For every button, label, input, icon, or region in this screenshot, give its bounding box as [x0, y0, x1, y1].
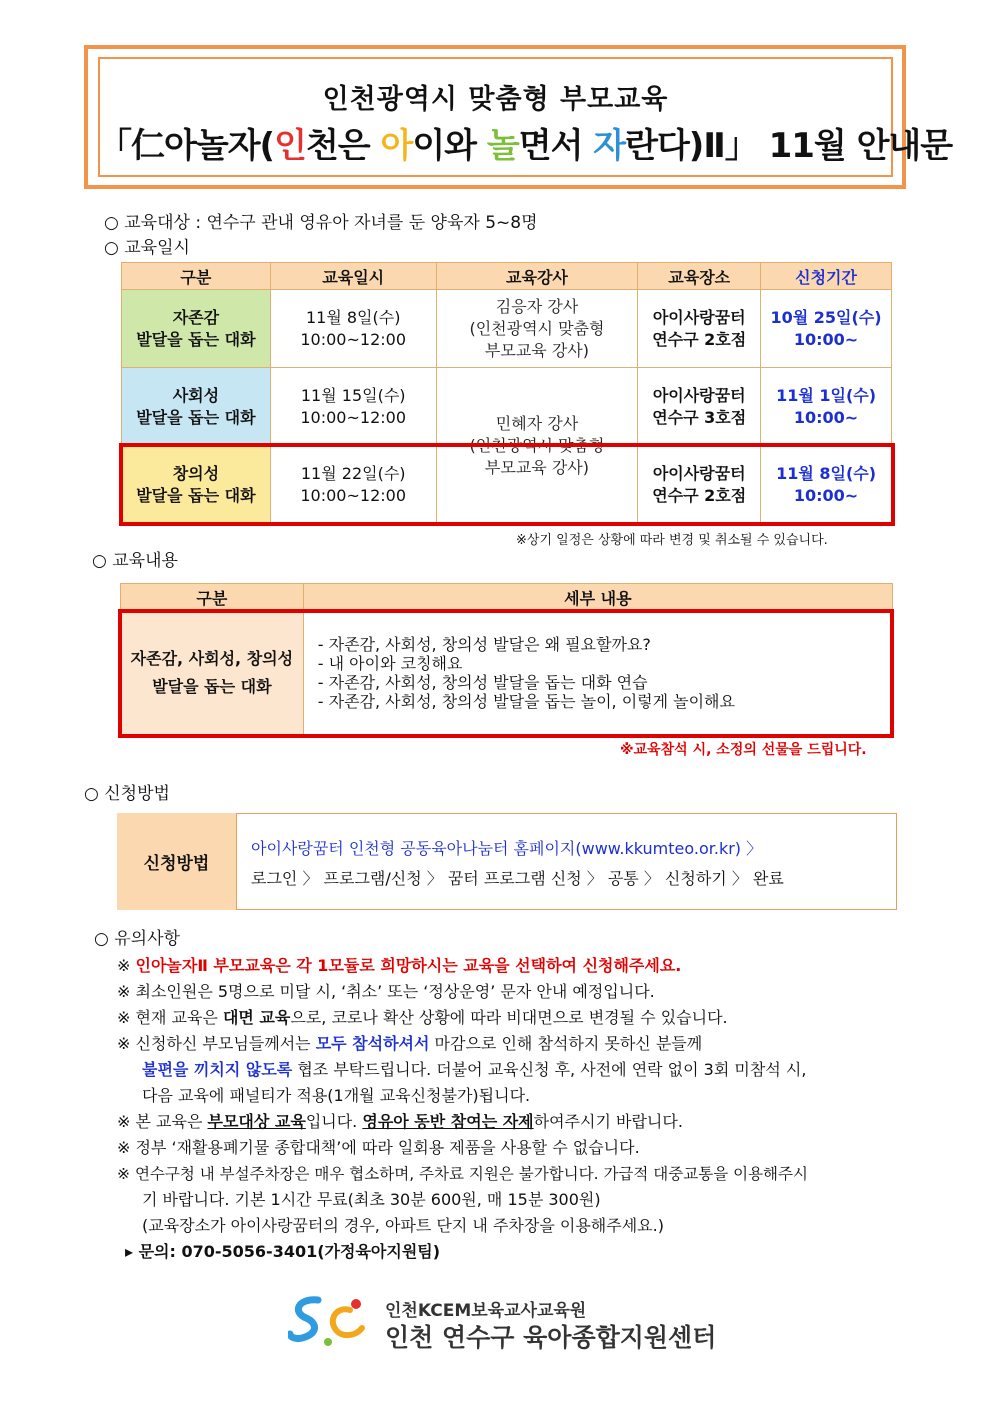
target-line: ○ 교육대상 : 연수구 관내 영유아 자녀를 둔 양육자 5~8명: [104, 213, 538, 233]
note-5: ※ 본 교육은 부모대상 교육입니다. 영유아 동반 참여는 자제하여주시기 바랍니다.: [117, 1112, 683, 1131]
instructor-cell-1: 김응자 강사 (인천광역시 맞춤형 부모교육 강사): [436, 290, 638, 368]
row-date: 11월 22일(수) 10:00~12:00: [270, 446, 436, 524]
row-apply-period: 11월 1일(수) 10:00~: [761, 368, 892, 446]
schedule-heading: ○ 교육일시: [104, 238, 190, 258]
footer-org2: 인천 연수구 육아종합지원센터: [385, 1323, 717, 1352]
col-header-category: 구분: [122, 263, 271, 290]
apply-heading: ○ 신청방법: [84, 784, 170, 804]
row-place: 아이사랑꿈터 연수구 3호점: [638, 368, 761, 446]
footer-org1: 인천KCEM보육교사교육원: [385, 1301, 587, 1321]
col-header-instructor: 교육강사: [436, 263, 638, 290]
schedule-note: ※상기 일정은 상황에 따라 변경 및 취소될 수 있습니다.: [516, 533, 828, 548]
note-6: ※ 정부 ‘재활용폐기물 종합대책’에 따라 일회용 제품을 사용할 수 없습니다.: [117, 1138, 640, 1157]
note-4-cont: 불편을 끼치지 않도록 협조 부탁드립니다. 더불어 교육신청 후, 사전에 연락 없이 3회 미참석 시,: [142, 1060, 807, 1079]
row-label: 사회성 발달을 돕는 대화: [122, 368, 271, 446]
contact-line: ▸ 문의: 070-5056-3401(가정육아지원팀): [125, 1242, 441, 1261]
highlight-box-content: [118, 609, 894, 738]
title-line2: 「仁아놀자(인천은 아이와 놀면서 자란다)Ⅱ」 11월 안내문: [98, 126, 953, 166]
table-row: [122, 290, 892, 368]
col-header-category: 구분: [121, 584, 304, 611]
content-heading: ○ 교육내용: [92, 551, 178, 571]
note-4: ※ 신청하신 부모님들께서는 모두 참석하셔서 마감으로 인해 참석하지 못하신 분들께: [117, 1034, 703, 1053]
title-line1: 인천광역시 맞춤형 부모교육: [322, 84, 669, 115]
row-place: 아이사랑꿈터 연수구 2호점: [638, 446, 761, 524]
row-apply-period: 11월 8일(수) 10:00~: [761, 446, 892, 524]
notes-heading: ○ 유의사항: [94, 929, 180, 949]
apply-steps-line: 로그인 〉 프로그램/신청 〉 꿈터 프로그램 신청 〉 공통 〉 신청하기 〉 완료: [251, 869, 784, 888]
note-1: ※ 인아놀자Ⅱ 부모교육은 각 1모듈로 희망하시는 교육을 선택하여 신청해주세요.: [117, 956, 682, 975]
row-apply-period: 10월 25일(수) 10:00~: [761, 290, 892, 368]
row-date: 11월 8일(수) 10:00~12:00: [270, 290, 436, 368]
note-7-cont: 기 바랍니다. 기본 1시간 무료(최초 30분 600원, 매 15분 300원): [142, 1190, 601, 1209]
note-2: ※ 최소인원은 5명으로 미달 시, ‘취소’ 또는 ‘정상운영’ 문자 안내 예정입니다.: [117, 982, 655, 1001]
col-header-place: 교육장소: [638, 263, 761, 290]
col-header-detail: 세부 내용: [303, 584, 892, 611]
table-row: [122, 368, 892, 446]
col-header-date: 교육일시: [270, 263, 436, 290]
list-item: - 자존감, 사회성, 창의성 발달은 왜 필요할까요?: [317, 634, 651, 654]
note-7-cont2: (교육장소가 아이사랑꿈터의 경우, 아파트 단지 내 주차장을 이용해주세요.): [142, 1216, 664, 1235]
row-label: 자존감 발달을 돕는 대화: [122, 290, 271, 368]
col-header-apply-period: 신청기간: [761, 263, 892, 290]
list-item: - 자존감, 사회성, 창의성 발달을 돕는 놀이, 이렇게 놀이해요: [317, 691, 735, 711]
row-label: 창의성 발달을 돕는 대화: [122, 446, 271, 524]
apply-link-line[interactable]: 아이사랑꿈터 인천형 공동육아나눔터 홈페이지(www.kkumteo.or.kr) 〉: [251, 839, 763, 858]
instructor-cell-2: 민혜자 강사 (인천광역시 맞춤형 부모교육 강사): [436, 368, 638, 524]
row-date: 11월 15일(수) 10:00~12:00: [270, 368, 436, 446]
gift-note: ※교육참석 시, 소정의 선물을 드립니다.: [620, 742, 867, 758]
note-7: ※ 연수구청 내 부설주차장은 매우 협소하며, 주차료 지원은 불가합니다. 가급적 대중교통을 이용해주시: [117, 1165, 808, 1183]
note-3: ※ 현재 교육은 대면 교육으로, 코로나 확산 상황에 따라 비대면으로 변경될 수 있습니다.: [117, 1008, 728, 1027]
highlight-box-row3: [119, 443, 895, 526]
list-item: - 자존감, 사회성, 창의성 발달을 돕는 대화 연습: [317, 672, 648, 692]
center-logo-icon: [288, 1290, 378, 1350]
apply-label: 신청방법: [117, 813, 237, 910]
row-place: 아이사랑꿈터 연수구 2호점: [638, 290, 761, 368]
content-label: 자존감, 사회성, 창의성 발달을 돕는 대화: [121, 611, 304, 735]
note-4-cont2: 다음 교육에 패널티가 적용(1개월 교육신청불가)됩니다.: [142, 1086, 531, 1105]
notes-list: [117, 953, 808, 1265]
list-item: - 내 아이와 코칭해요: [317, 653, 463, 673]
